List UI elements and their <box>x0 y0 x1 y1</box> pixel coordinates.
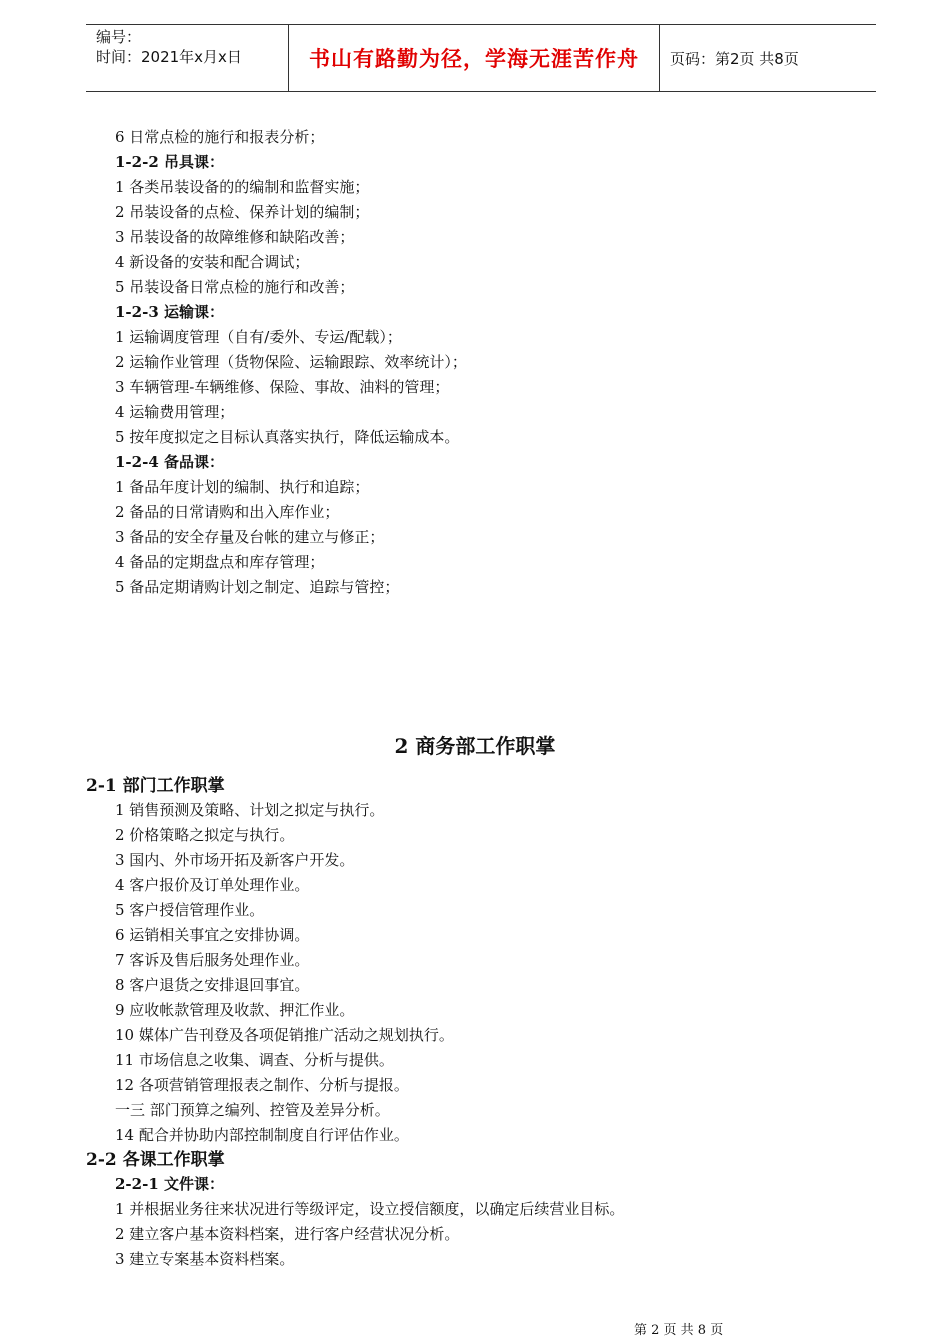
list-item: 5 备品定期请购计划之制定、追踪与管控； <box>115 578 400 596</box>
list-item: 5 按年度拟定之目标认真落实执行，降低运输成本。 <box>115 428 460 446</box>
list-item: 3 备品的安全存量及台帐的建立与修正； <box>115 528 385 546</box>
list-item: 3 建立专案基本资料档案。 <box>115 1250 295 1268</box>
section-heading-dept: 2-1 部门工作职掌 <box>86 776 225 796</box>
section-heading-doc: 2-2-1 文件课： <box>115 1175 224 1193</box>
list-item: 8 客户退货之安排退回事宜。 <box>115 976 310 994</box>
list-item: 2 运输作业管理（货物保险、运输跟踪、效率统计）； <box>115 353 467 371</box>
date-label: 时间：2021年x月x日 <box>96 48 242 66</box>
list-item: 2 备品的日常请购和出入库作业； <box>115 503 340 521</box>
footer-page-number: 第 2 页 共 8 页 <box>634 1323 724 1338</box>
list-item: 9 应收帐款管理及收款、押汇作业。 <box>115 1001 355 1019</box>
list-item: 7 客诉及售后服务处理作业。 <box>115 951 310 969</box>
section-heading-transport: 1-2-3 运输课： <box>115 303 224 321</box>
header-info-cell <box>86 25 288 91</box>
list-item: 1 各类吊装设备的的编制和监督实施； <box>115 178 370 196</box>
list-item: 一三 部门预算之编列、控管及差异分析。 <box>115 1101 390 1119</box>
list-item: 3 吊装设备的故障维修和缺陷改善； <box>115 228 355 246</box>
list-item: 2 建立客户基本资料档案，进行客户经营状况分析。 <box>115 1225 460 1243</box>
list-item: 1 运输调度管理（自有/委外、专运/配载）； <box>115 328 402 346</box>
list-item: 1 销售预测及策略、计划之拟定与执行。 <box>115 801 385 819</box>
list-item: 11 市场信息之收集、调查、分析与提供。 <box>115 1051 394 1069</box>
list-item: 1 备品年度计划的编制、执行和追踪； <box>115 478 370 496</box>
section-heading-courses: 2-2 各课工作职掌 <box>86 1150 225 1170</box>
list-item: 14 配合并协助内部控制制度自行评估作业。 <box>115 1126 409 1144</box>
list-item: 12 各项营销管理报表之制作、分析与提报。 <box>115 1076 409 1094</box>
section-heading-spare: 1-2-4 备品课： <box>115 453 224 471</box>
list-item: 5 吊装设备日常点检的施行和改善； <box>115 278 355 296</box>
serial-label: 编号： <box>96 28 142 46</box>
list-item: 3 国内、外市场开拓及新客户开发。 <box>115 851 355 869</box>
list-item: 4 运输费用管理； <box>115 403 235 421</box>
list-item: 4 客户报价及订单处理作业。 <box>115 876 310 894</box>
section-heading-crane: 1-2-2 吊具课： <box>115 153 224 171</box>
list-item: 5 客户授信管理作业。 <box>115 901 265 919</box>
chapter-title: 2 商务部工作职掌 <box>394 734 556 758</box>
list-item: 2 价格策略之拟定与执行。 <box>115 826 295 844</box>
list-item: 2 吊装设备的点检、保养计划的编制； <box>115 203 370 221</box>
list-item: 10 媒体广告刊登及各项促销推广活动之规划执行。 <box>115 1026 454 1044</box>
page-header <box>86 24 876 92</box>
list-item: 4 新设备的安装和配合调试； <box>115 253 310 271</box>
list-item: 3 车辆管理-车辆维修、保险、事故、油料的管理； <box>115 378 450 396</box>
header-page-label: 页码：第2页 共8页 <box>670 49 799 68</box>
list-item: 6 运销相关事宜之安排协调。 <box>115 926 310 944</box>
list-item: 1 并根据业务往来状况进行等级评定，设立授信额度，以确定后续营业目标。 <box>115 1200 625 1218</box>
text-line: 6 日常点检的施行和报表分析； <box>115 128 325 146</box>
header-motto: 书山有路勤为径，学海无涯苦作舟 <box>288 25 660 91</box>
list-item: 4 备品的定期盘点和库存管理； <box>115 553 325 571</box>
